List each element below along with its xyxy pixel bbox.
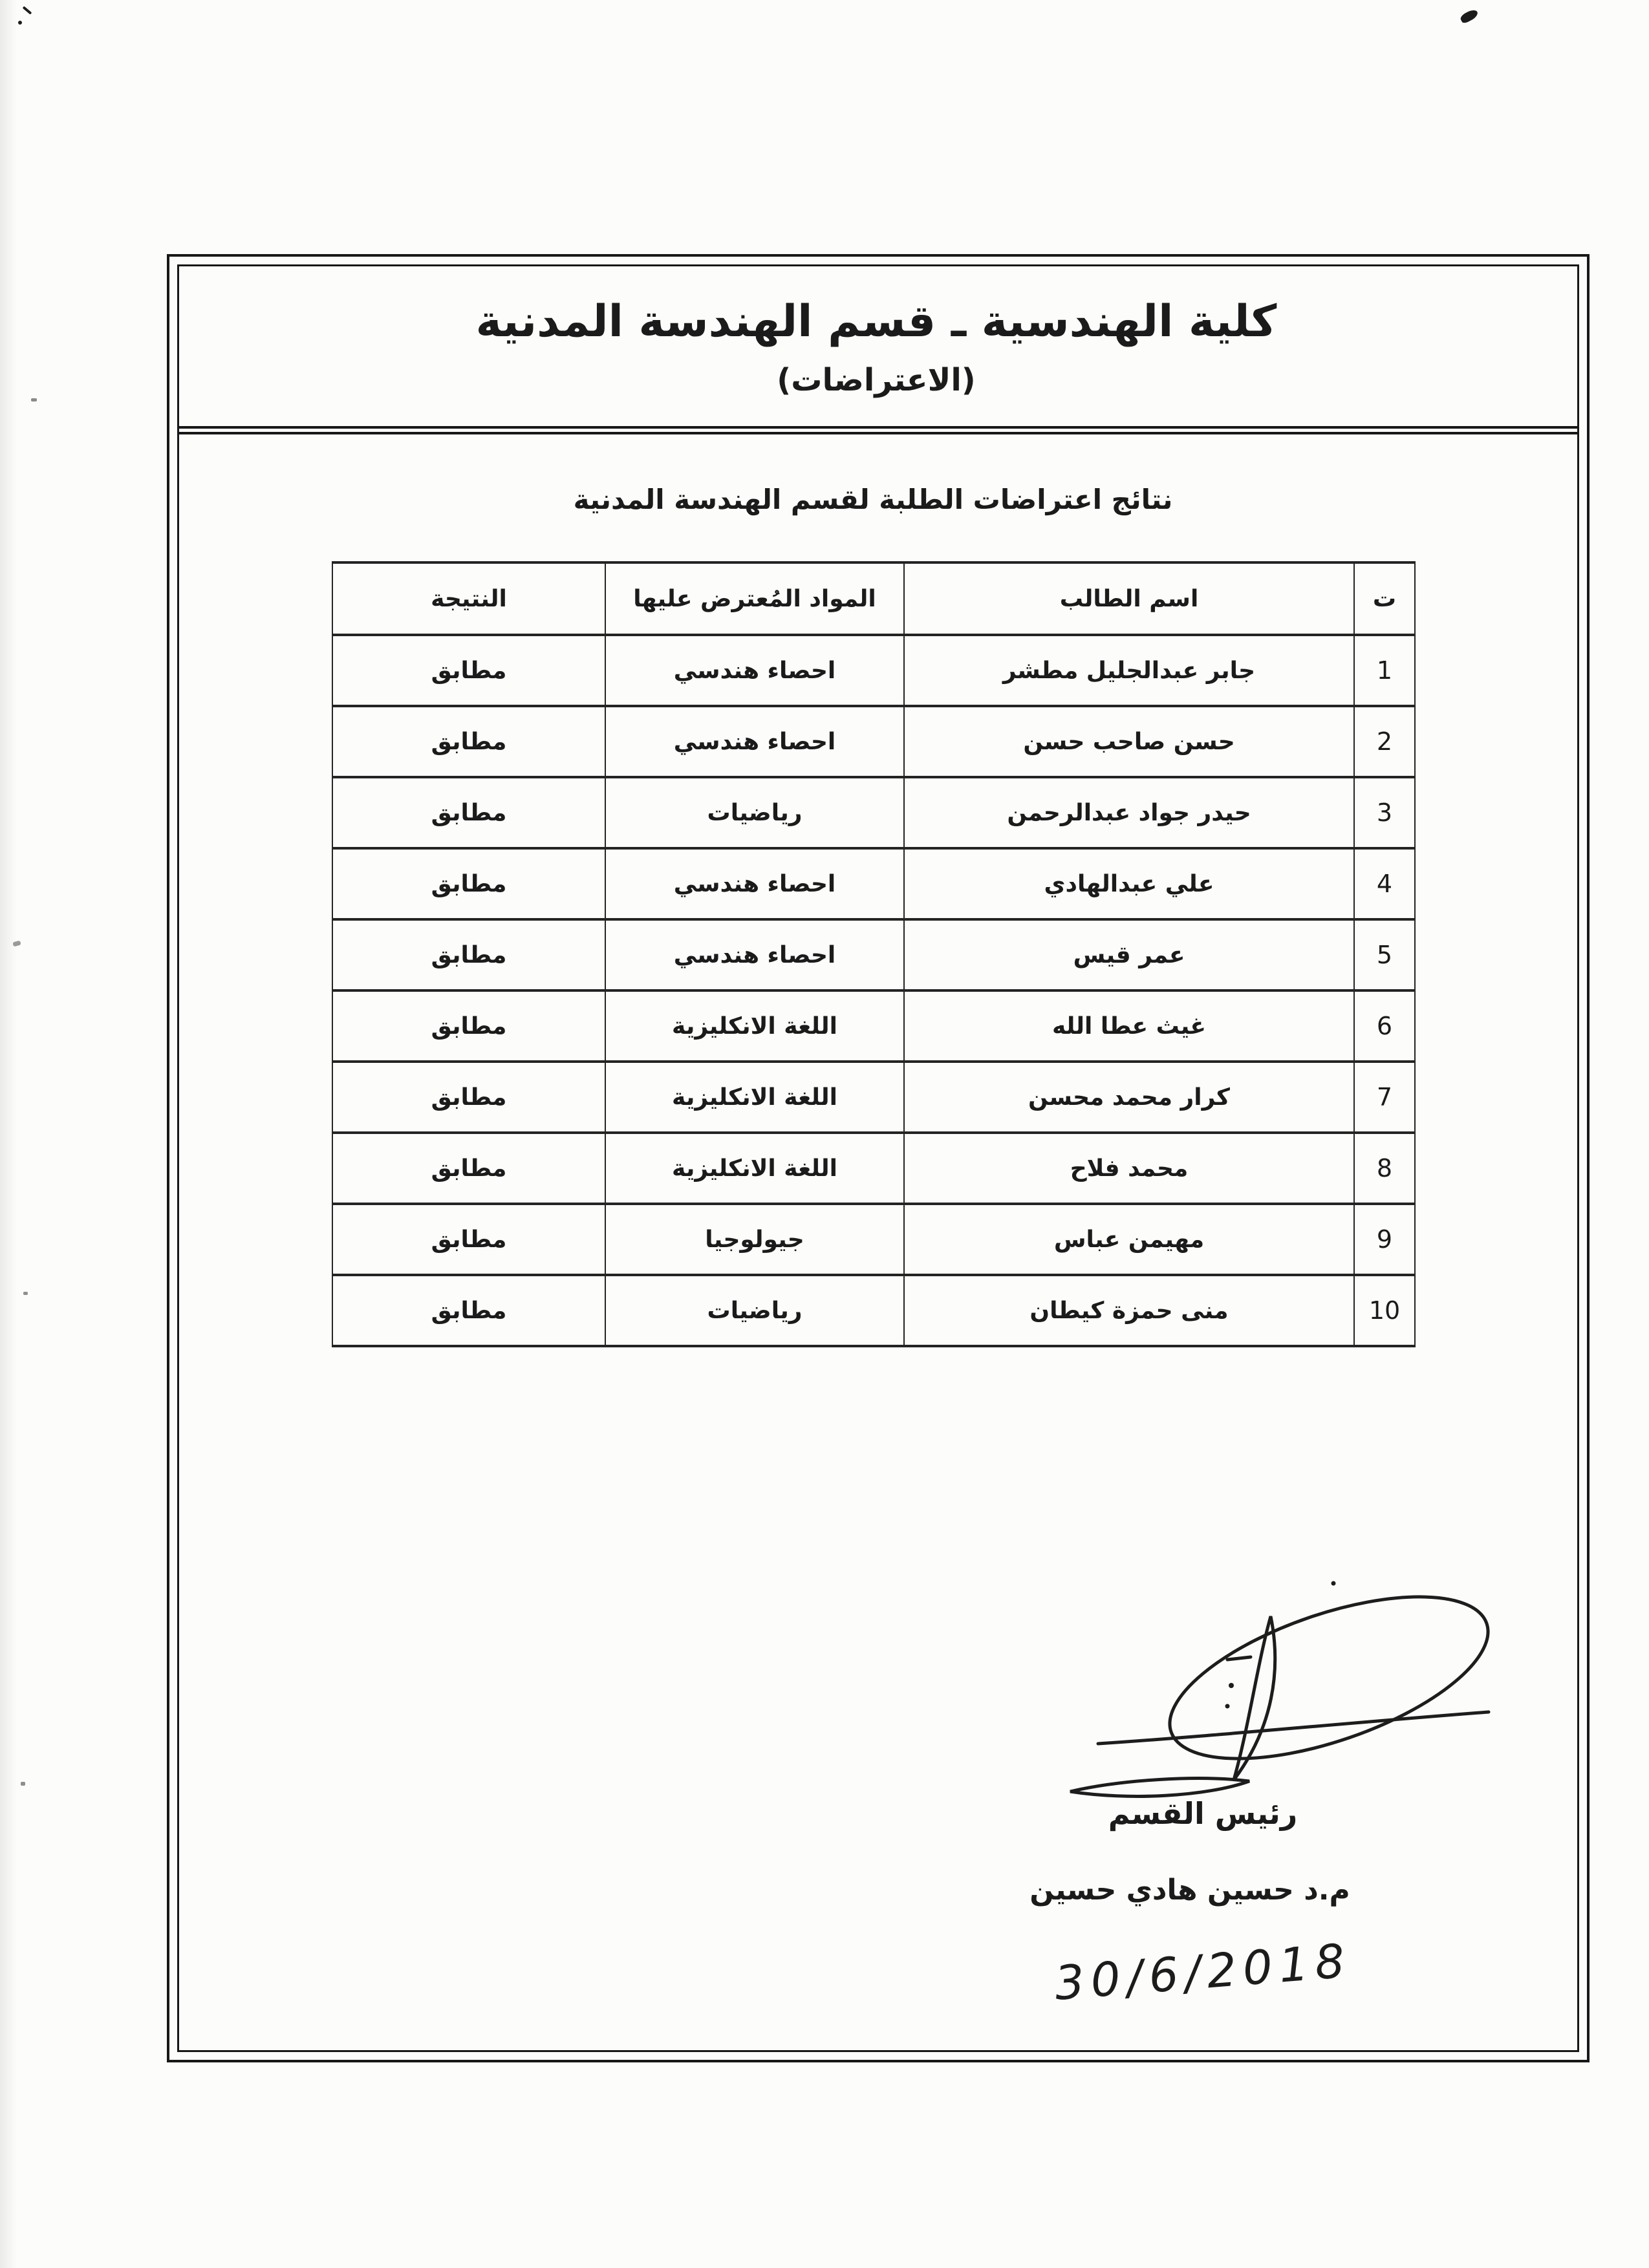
signature-role: رئيس القسم [1108,1796,1298,1831]
cell-subject: احصاء هندسي [605,919,904,990]
cell-subject: اللغة الانكليزية [605,1062,904,1133]
cell-subject: رياضيات [605,777,904,848]
cell-subject: جيولوجيا [605,1204,904,1275]
cell-student-name: علي عبدالهادي [904,848,1354,919]
cell-no: 7 [1354,1062,1415,1133]
cell-result: مطابق [332,848,605,919]
table-row [332,635,1415,706]
cell-no: 8 [1354,1133,1415,1204]
scan-artifact [21,1782,25,1786]
column-header-result: النتيجة [332,562,605,635]
cell-student-name: محمد فلاح [904,1133,1354,1204]
cell-no: 4 [1354,848,1415,919]
cell-subject: اللغة الانكليزية [605,990,904,1062]
cell-result: مطابق [332,777,605,848]
table-row [332,1062,1415,1133]
cell-no: 1 [1354,635,1415,706]
cell-no: 10 [1354,1275,1415,1346]
column-header-subjects: المواد المُعترض عليها [605,562,904,635]
signature-image [1022,1561,1526,1820]
cell-result: مطابق [332,1133,605,1204]
scan-artifact [23,1292,28,1295]
table-row [332,777,1415,848]
cell-result: مطابق [332,706,605,777]
column-header-no: ت [1354,562,1415,635]
cell-student-name: حسن صاحب حسن [904,706,1354,777]
document-title: كلية الهندسية ـ قسم الهندسة المدنية [475,296,1277,348]
cell-student-name: كرار محمد محسن [904,1062,1354,1133]
cell-no: 9 [1354,1204,1415,1275]
signature-date: 30/6/2018 [1052,1933,1353,2011]
table-row [332,919,1415,990]
cell-student-name: جابر عبدالجليل مطشر [904,635,1354,706]
results-table [332,561,1416,1347]
cell-subject: اللغة الانكليزية [605,1133,904,1204]
scan-artifact [18,21,22,25]
cell-student-name: مهيمن عباس [904,1204,1354,1275]
cell-result: مطابق [332,1275,605,1346]
cell-result: مطابق [332,1062,605,1133]
column-header-name: اسم الطالب [904,562,1354,635]
scan-artifact [23,6,32,14]
cell-subject: احصاء هندسي [605,848,904,919]
cell-result: مطابق [332,635,605,706]
cell-subject: احصاء هندسي [605,635,904,706]
signature-name: م.د حسين هادي حسين [1029,1874,1350,1907]
table-row [332,848,1415,919]
scan-artifact [1459,8,1479,25]
cell-result: مطابق [332,919,605,990]
table-row [332,1133,1415,1204]
table-row [332,1275,1415,1346]
cell-result: مطابق [332,990,605,1062]
document-subtitle: (الاعتراضات) [777,361,976,398]
cell-no: 2 [1354,706,1415,777]
table-title: نتائج اعتراضات الطلبة لقسم الهندسة المدنية [573,484,1173,515]
document-header [194,272,1558,423]
cell-student-name: حيدر جواد عبدالرحمن [904,777,1354,848]
cell-subject: رياضيات [605,1275,904,1346]
cell-student-name: منى حمزة كيطان [904,1275,1354,1346]
table-row [332,990,1415,1062]
scan-artifact [31,398,37,401]
cell-result: مطابق [332,1204,605,1275]
table-row [332,706,1415,777]
header-box-divider [179,426,1577,434]
cell-no: 6 [1354,990,1415,1062]
cell-student-name: غيث عطا الله [904,990,1354,1062]
scan-artifact [12,941,21,947]
table-header-row [332,562,1415,635]
cell-subject: احصاء هندسي [605,706,904,777]
table-row [332,1204,1415,1275]
cell-student-name: عمر قيس [904,919,1354,990]
cell-no: 5 [1354,919,1415,990]
cell-no: 3 [1354,777,1415,848]
